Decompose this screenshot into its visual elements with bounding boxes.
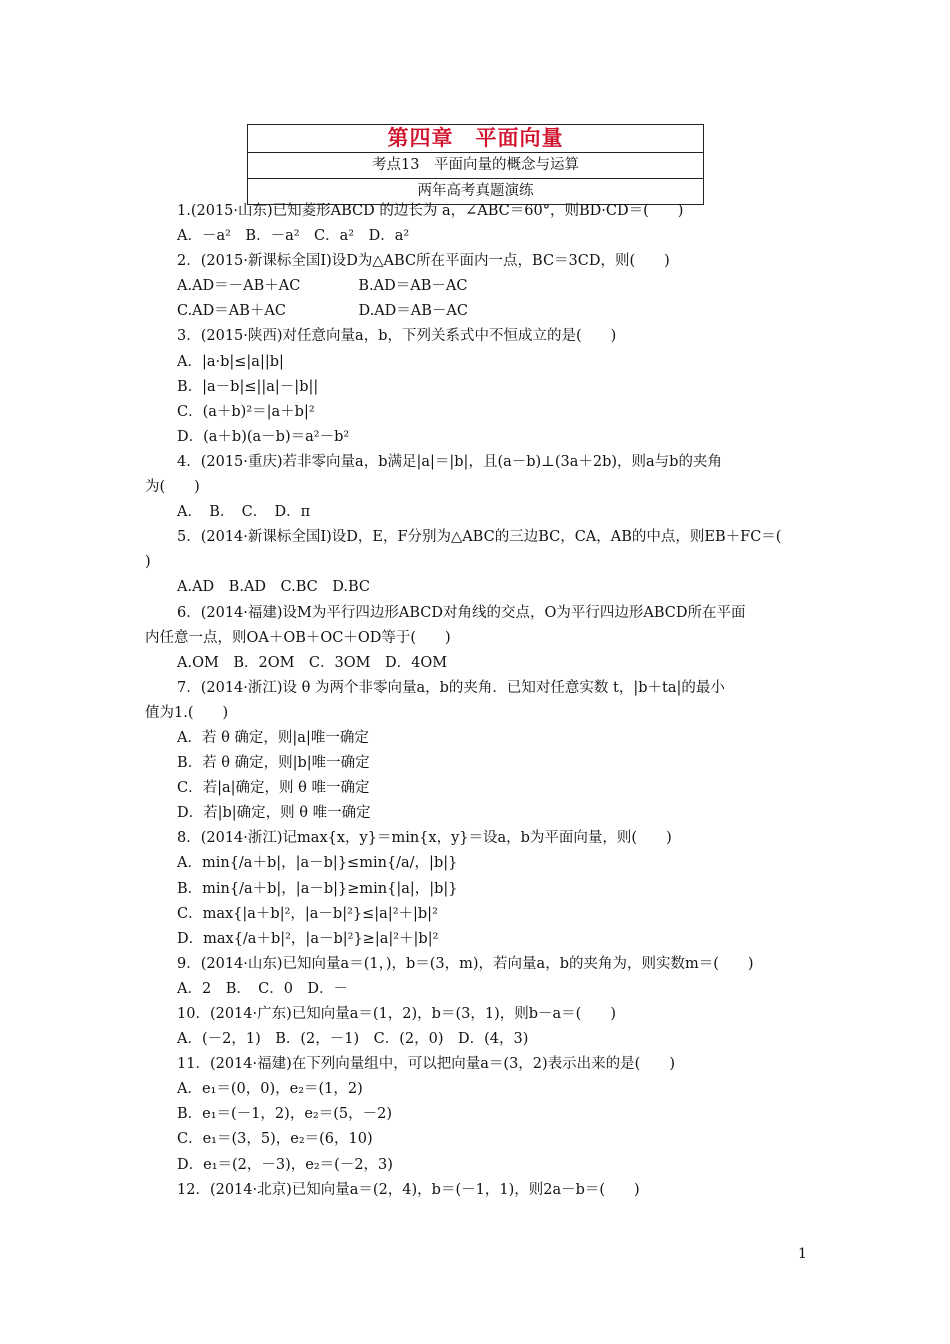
chapter-title: 第四章 平面向量 [248,125,703,153]
page-number: 1 [798,1246,807,1262]
question-line: 8．(2014·浙江)记max{x，y}＝min{x，y}＝设a，b为平面向量，则( ) [177,830,672,847]
question-line: 1.(2015·山东)已知菱形ABCD 的边长为 a，∠ABC＝60°，则BD·CD＝( ) [177,203,684,219]
option-line: A．2 B． C．0 D．－ [177,980,349,997]
option-line: C．(a＋b)²＝|a＋b|² [177,403,315,420]
option-line: A.OM B．2OM C．3OM D．4OM [177,654,448,671]
question-line: 7．(2014·浙江)设 θ 为两个非零向量a，b的夹角．已知对任意实数 t，|b＋ta|的最小 [177,679,725,696]
option-line: C．e₁＝(3，5)，e₂＝(6，10) [177,1131,373,1148]
question-line: 5．(2014·新课标全国Ⅰ)设D，E，F分别为△ABC的三边BC，CA，AB的中点，则EB＋FC＝( [177,529,782,546]
question-line: 3．(2015·陕西)对任意向量a，b，下列关系式中不恒成立的是( ) [177,328,617,345]
option-line: D．(a＋b)(a－b)＝a²－b² [177,428,350,445]
continuation-line: 内任意一点，则OA＋OB＋OC＋OD等于( ) [145,629,451,646]
option-line: C.AD＝AB＋AC D.AD＝AB－AC [177,303,468,320]
continuation-line: ) [145,554,151,571]
question-line: 6．(2014·福建)设M为平行四边形ABCD对角线的交点，O为平行四边形ABCD所在平面 [177,604,746,621]
option-line: A.AD＝－AB＋AC B.AD＝AB－AC [177,278,468,295]
option-line: B．min{/a＋b|，|a－b|}≥min{|a|，|b|} [177,880,458,897]
option-line: A．若 θ 确定，则|a|唯一确定 [177,729,369,746]
option-line: D．e₁＝(2，－3)，e₂＝(－2，3) [177,1156,393,1173]
question-line: 11．(2014·福建)在下列向量组中，可以把向量a＝(3，2)表示出来的是( ) [177,1056,675,1073]
option-line: B．e₁＝(－1，2)，e₂＝(5，－2) [177,1106,392,1123]
option-line: A．－a² B．－a² C．a² D．a² [177,228,410,245]
question-line: 2．(2015·新课标全国Ⅰ)设D为△ABC所在平面内一点，BC＝3CD，则( ) [177,253,670,270]
continuation-line: 为( ) [145,479,200,496]
question-list [145,199,807,1203]
topic-title: 考点13 平面向量的概念与运算 [248,153,703,179]
question-line: 12．(2014·北京)已知向量a＝(2，4)，b＝(－1，1)，则2a－b＝( ) [177,1181,640,1198]
option-line: B．|a－b|≤||a|－|b|| [177,378,319,395]
option-line: D．max{/a＋b|²，|a－b|²}≥|a|²＋|b|² [177,930,439,947]
option-line: A．(－2，1) B．(2，－1) C．(2，0) D．(4，3) [177,1031,529,1048]
chapter-header-box [247,124,704,205]
option-line: B．若 θ 确定，则|b|唯一确定 [177,755,370,772]
option-line: A．|a·b|≤|a||b| [177,353,284,370]
option-line: C．max{|a＋b|²，|a－b|²}≤|a|²＋|b|² [177,905,438,922]
question-line: 4．(2015·重庆)若非零向量a，b满足|a|＝|b|，且(a－b)⊥(3a＋2b)，则a与b的夹角 [177,453,722,470]
section-title: 两年高考真题演练 [417,183,534,199]
option-line: A．e₁＝(0，0)，e₂＝(1，2) [177,1081,363,1098]
continuation-line: 值为1.( ) [145,704,229,721]
option-line: A． B． C． D．π [177,504,311,521]
option-line: A.AD B.AD C.BC D.BC [177,579,370,596]
option-line: A．min{/a＋b|，|a－b|}≤min{/a/，|b|} [177,855,458,872]
question-line: 9．(2014·山东)已知向量a＝(1，)，b＝(3，m)，若向量a，b的夹角为，则实数m＝( ) [177,955,754,972]
question-line: 10．(2014·广东)已知向量a＝(1，2)，b＝(3，1)，则b－a＝( ) [177,1006,616,1022]
option-line: D．若|b|确定，则 θ 唯一确定 [177,805,371,822]
option-line: C．若|a|确定，则 θ 唯一确定 [177,780,370,797]
